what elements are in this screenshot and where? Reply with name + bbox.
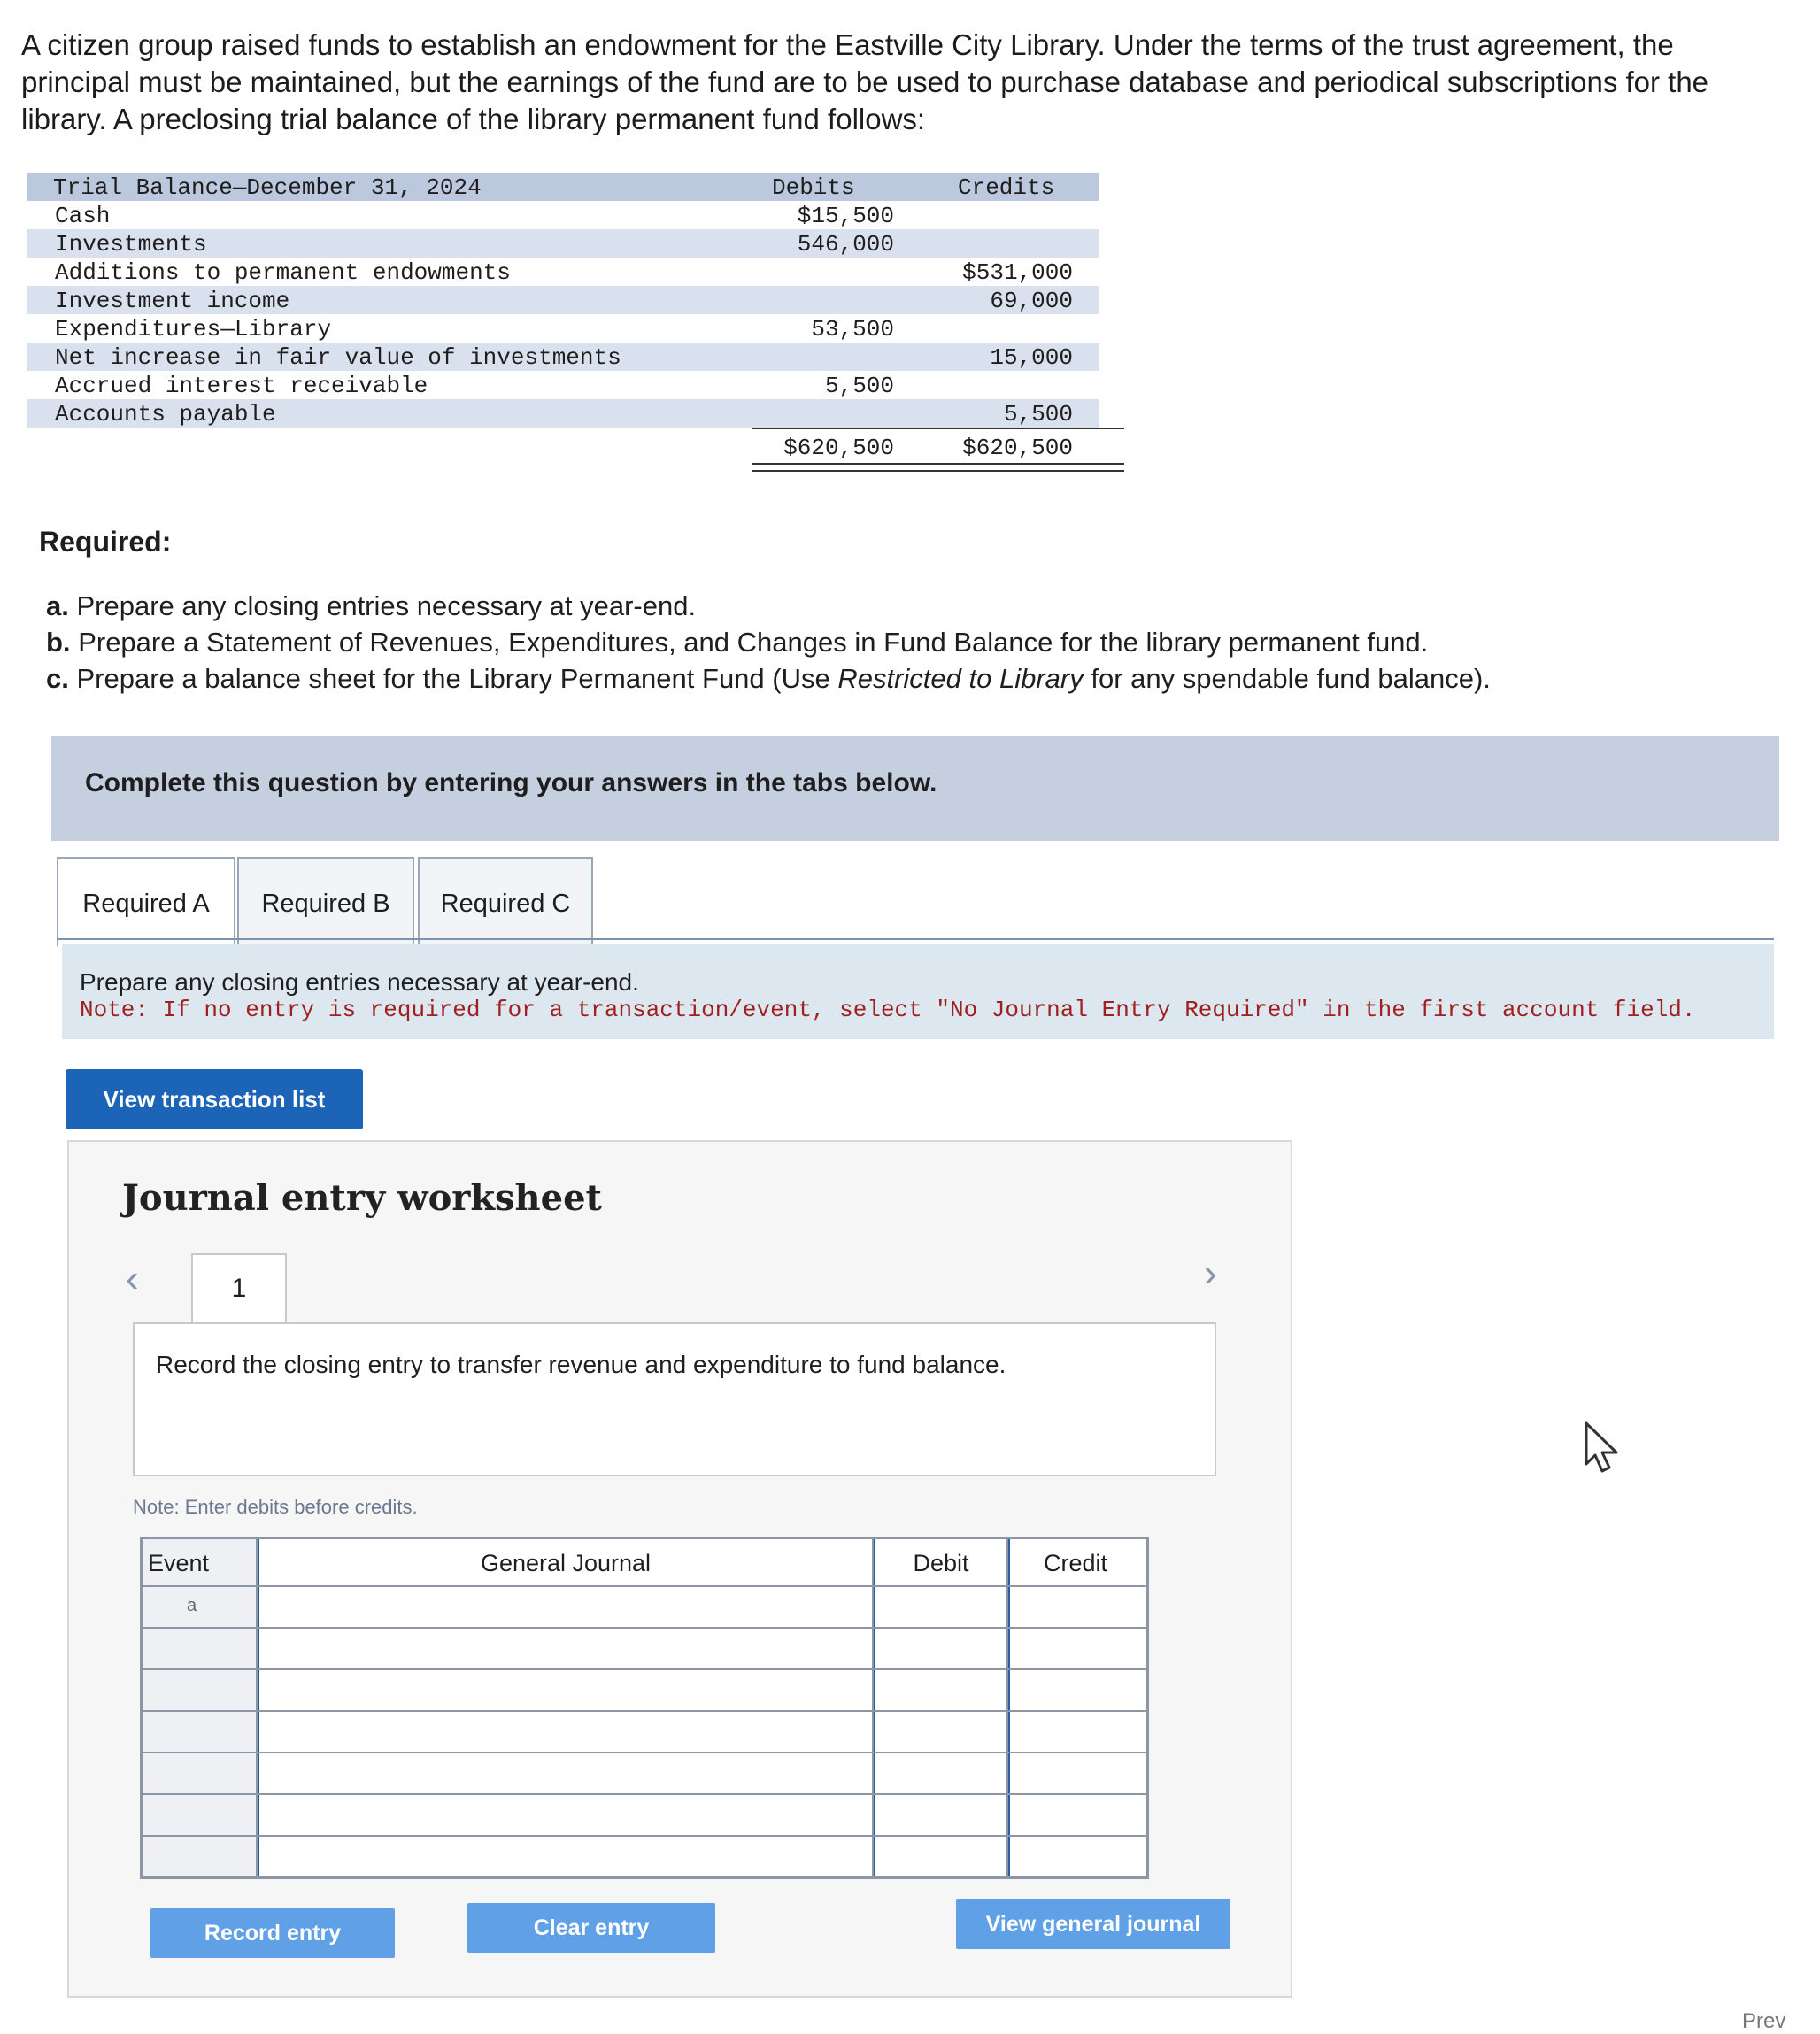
- debit-input[interactable]: [874, 1587, 1008, 1627]
- required-c-text-pre: Prepare a balance sheet for the Library Permanent Fund (Use: [76, 663, 838, 694]
- trial-balance-table: [27, 173, 1099, 468]
- problem-line-2: principal must be maintained, but the earnings of the fund are to be used to purchase database and periodical subscriptions for the: [21, 65, 1709, 98]
- tb-debit: 53,500: [811, 316, 894, 343]
- tab-required-c[interactable]: Required C: [418, 857, 593, 947]
- total-credit: $620,500: [962, 435, 1073, 461]
- record-entry-button[interactable]: Record entry: [150, 1908, 395, 1958]
- tb-account: Accounts payable: [55, 401, 276, 428]
- tb-row-additions: [27, 258, 1099, 286]
- trial-balance-header: [27, 173, 1099, 201]
- tab-divider: [57, 938, 1774, 940]
- journal-row: [143, 1585, 1146, 1627]
- marker-b: b.: [46, 627, 71, 658]
- tb-total-row: [27, 428, 1099, 468]
- tb-debit: 546,000: [797, 231, 894, 258]
- account-select[interactable]: [258, 1670, 874, 1710]
- mouse-pointer-icon: [1577, 1420, 1627, 1482]
- tab-instructions: [62, 944, 1774, 1039]
- credits-header: Credits: [958, 174, 1055, 201]
- event-header: Event: [143, 1539, 258, 1585]
- credit-input[interactable]: [1008, 1670, 1141, 1710]
- marker-c: c.: [46, 663, 69, 694]
- required-c: [46, 660, 1491, 697]
- tb-row-investments: [27, 229, 1099, 258]
- event-cell: a: [143, 1587, 258, 1627]
- credit-input[interactable]: [1008, 1629, 1141, 1668]
- tb-row-accrued-interest: [27, 371, 1099, 399]
- general-journal-table: [140, 1537, 1149, 1879]
- required-list: [46, 588, 1491, 697]
- required-c-emphasis: Restricted to Library: [837, 663, 1084, 694]
- event-cell: [143, 1837, 258, 1876]
- worksheet-title: Journal entry worksheet: [122, 1177, 603, 1219]
- tb-account: Expenditures—Library: [55, 316, 332, 343]
- debit-input[interactable]: [874, 1753, 1008, 1793]
- worksheet-page-tab[interactable]: 1: [191, 1253, 287, 1333]
- total-rule: [752, 428, 1124, 429]
- problem-line-3: library. A preclosing trial balance of the library permanent fund follows:: [21, 103, 926, 135]
- total-debit: $620,500: [783, 435, 894, 461]
- credit-input[interactable]: [1008, 1837, 1141, 1876]
- event-cell: [143, 1712, 258, 1752]
- journal-row: [143, 1793, 1146, 1835]
- account-select[interactable]: [258, 1587, 874, 1627]
- credit-input[interactable]: [1008, 1587, 1141, 1627]
- event-cell: [143, 1629, 258, 1668]
- tab-required-b[interactable]: Required B: [237, 857, 414, 947]
- instructions-line-1: Prepare any closing entries necessary at year-end.: [80, 968, 639, 996]
- debits-header: Debits: [772, 174, 855, 201]
- tb-account: Additions to permanent endowments: [55, 259, 511, 286]
- debit-input[interactable]: [874, 1629, 1008, 1668]
- journal-row: [143, 1668, 1146, 1710]
- view-transaction-list-button[interactable]: View transaction list: [66, 1069, 363, 1129]
- clear-entry-button[interactable]: Clear entry: [467, 1903, 715, 1953]
- journal-row: [143, 1627, 1146, 1668]
- debit-input[interactable]: [874, 1670, 1008, 1710]
- event-cell: [143, 1795, 258, 1835]
- tb-account: Investment income: [55, 288, 290, 314]
- instructions-note: Note: If no entry is required for a transaction/event, select "No Journal Entry Required" in the first account field.: [80, 997, 1696, 1023]
- credit-input[interactable]: [1008, 1753, 1141, 1793]
- credit-input[interactable]: [1008, 1712, 1141, 1752]
- account-select[interactable]: [258, 1753, 874, 1793]
- tab-required-a[interactable]: Required A: [57, 857, 235, 947]
- total-double-rule: [752, 463, 1124, 472]
- entry-description-box: [133, 1322, 1216, 1476]
- account-select[interactable]: [258, 1629, 874, 1668]
- required-b-text: Prepare a Statement of Revenues, Expenditures, and Changes in Fund Balance for the library permanent fund.: [78, 627, 1429, 658]
- tb-debit: 5,500: [824, 373, 894, 399]
- credit-input[interactable]: [1008, 1795, 1141, 1835]
- journal-row: [143, 1710, 1146, 1752]
- tb-row-net-increase: [27, 343, 1099, 371]
- trial-balance-title: Trial Balance—December 31, 2024: [53, 174, 482, 201]
- chevron-right-icon[interactable]: ›: [1204, 1252, 1217, 1295]
- journal-row: [143, 1835, 1146, 1876]
- prev-link[interactable]: Prev: [1742, 2009, 1786, 2033]
- journal-header-row: [143, 1539, 1146, 1585]
- problem-line-1: A citizen group raised funds to establish an endowment for the Eastville City Library. Under the terms of the trust agreement, the: [21, 28, 1674, 61]
- problem-statement: [21, 27, 1783, 138]
- tb-account: Investments: [55, 231, 207, 258]
- required-c-text-post: for any spendable fund balance).: [1083, 663, 1491, 694]
- tb-debit: $15,500: [797, 203, 894, 229]
- credit-header: Credit: [1008, 1539, 1141, 1585]
- tb-account: Accrued interest receivable: [55, 373, 428, 399]
- tb-row-cash: [27, 201, 1099, 229]
- account-select[interactable]: [258, 1795, 874, 1835]
- chevron-left-icon[interactable]: ‹: [126, 1257, 139, 1300]
- tb-credit: 69,000: [990, 288, 1073, 314]
- instructions-banner: [51, 736, 1779, 841]
- tb-row-expenditures: [27, 314, 1099, 343]
- view-general-journal-button[interactable]: View general journal: [956, 1899, 1230, 1949]
- event-cell: [143, 1753, 258, 1793]
- tb-credit: 5,500: [1003, 401, 1073, 428]
- entry-description: Record the closing entry to transfer revenue and expenditure to fund balance.: [156, 1351, 1006, 1378]
- debit-header: Debit: [874, 1539, 1008, 1585]
- general-journal-header: General Journal: [258, 1539, 874, 1585]
- tb-row-accounts-payable: [27, 399, 1099, 428]
- required-a: [46, 588, 1491, 624]
- required-heading: Required:: [39, 526, 172, 558]
- debit-input[interactable]: [874, 1795, 1008, 1835]
- account-select[interactable]: [258, 1712, 874, 1752]
- tb-account: Cash: [55, 203, 111, 229]
- banner-text: Complete this question by entering your answers in the tabs below.: [85, 768, 937, 797]
- tb-account: Net increase in fair value of investments: [55, 344, 621, 371]
- account-select[interactable]: [258, 1837, 874, 1876]
- event-cell: [143, 1670, 258, 1710]
- journal-row: [143, 1752, 1146, 1793]
- marker-a: a.: [46, 590, 69, 621]
- debit-input[interactable]: [874, 1837, 1008, 1876]
- required-b: [46, 624, 1491, 660]
- debit-input[interactable]: [874, 1712, 1008, 1752]
- tb-credit: 15,000: [990, 344, 1073, 371]
- required-a-text: Prepare any closing entries necessary at year-end.: [76, 590, 697, 621]
- tb-row-investment-income: [27, 286, 1099, 314]
- tb-credit: $531,000: [962, 259, 1073, 286]
- debits-note: Note: Enter debits before credits.: [133, 1496, 418, 1518]
